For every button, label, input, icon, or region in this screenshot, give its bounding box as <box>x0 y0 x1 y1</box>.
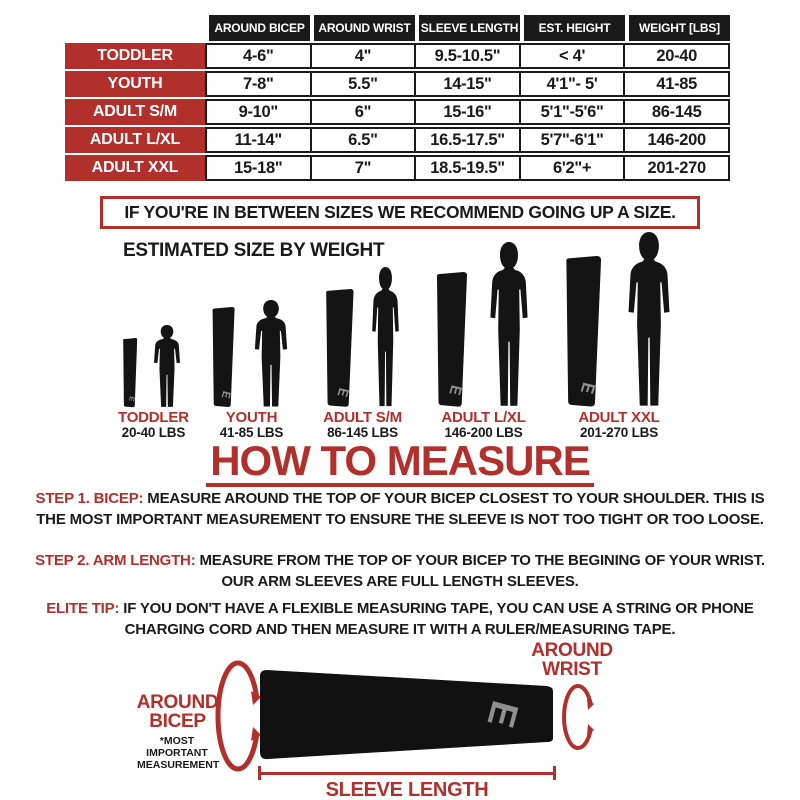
person-silhouette-adult-xxl <box>616 232 682 408</box>
cell-bicep: 11-14" <box>234 130 282 149</box>
figure-group-adult-xxl <box>556 232 682 440</box>
cell-height: 5'1"-5'6" <box>519 101 624 123</box>
row-cells <box>205 43 730 69</box>
person-silhouette-adult-lxl <box>479 242 539 408</box>
cell-bicep: 9-10" <box>238 102 278 121</box>
figure-weight-label: 201-270 LBS <box>579 425 659 440</box>
person-silhouette-youth <box>245 300 297 408</box>
col-header-around-wrist: AROUND WRIST <box>314 15 415 41</box>
around-bicep-label: AROUND BICEP <box>136 692 219 732</box>
sleeve-graphic-toddler <box>119 338 140 408</box>
table-row-adult-xxl <box>65 155 730 181</box>
cell-wrist: 6" <box>310 101 415 123</box>
row-label-adult-xxl: ADULT XXL <box>65 155 205 181</box>
person-silhouette-adult-sm <box>364 267 407 408</box>
cell-wrist: 5.5" <box>310 73 415 95</box>
table-row-toddler <box>65 43 730 69</box>
table-row-youth <box>65 71 730 97</box>
cell-height: 4'1"- 5' <box>519 73 624 95</box>
cell-length: 16.5-17.5" <box>414 129 519 151</box>
cell-weight: 41-85 <box>623 73 728 95</box>
bicep-ellipse <box>215 660 261 772</box>
elite-tip-text: IF YOU DON'T HAVE A FLEXIBLE MEASURING TAPE, YOU CAN USE A STRING OR PHONE CHARGING CORD AND THEN MEASURE IT WITH A RULER/MEASURING TAPE. <box>119 600 754 638</box>
row-label-adult-lxl: ADULT L/XL <box>65 127 205 153</box>
cell-length: 18.5-19.5" <box>414 157 519 179</box>
row-cells <box>205 155 730 181</box>
figure-weight-label: 20-40 LBS <box>121 425 186 440</box>
step-1-label: STEP 1. BICEP: <box>35 490 144 507</box>
cell-wrist: 7" <box>310 157 415 179</box>
row-cells <box>205 127 730 153</box>
cell-wrist: 4" <box>310 45 415 67</box>
sleeve-graphic-adult-xxl <box>556 256 608 408</box>
row-cells <box>205 99 730 125</box>
table-row-adult-lxl <box>65 127 730 153</box>
person-silhouette-toddler <box>146 325 188 408</box>
cell-weight: 86-145 <box>623 101 728 123</box>
step-2-text: MEASURE FROM THE TOP OF YOUR BICEP TO THE BEGINING OF YOUR WRIST. OUR ARM SLEEVES ARE FULL LENGTH SLEEVES. <box>195 552 765 590</box>
sleeve-length-label: SLEEVE LENGTH <box>325 779 489 800</box>
cell-bicep: 15-18" <box>234 158 283 177</box>
step-2-arm-length <box>27 551 773 592</box>
figure-group-adult-lxl <box>428 242 539 440</box>
figure-group-adult-sm <box>318 267 407 440</box>
cell-height: < 4' <box>519 45 624 67</box>
around-wrist-label: AROUND WRIST <box>531 640 613 680</box>
table-corner-spacer <box>65 15 205 41</box>
how-to-measure-section <box>0 437 800 487</box>
col-header-weight: WEIGHT [LBS] <box>629 15 730 41</box>
length-bar <box>258 772 556 775</box>
row-label-youth: YOUTH <box>65 71 205 97</box>
cell-length: 14-15" <box>414 73 519 95</box>
cell-length: 15-16" <box>414 101 519 123</box>
cell-height: 6'2"+ <box>519 157 624 179</box>
length-tick-right <box>553 766 556 780</box>
bicep-most-important-note: *MOST IMPORTANT MEASUREMENT <box>137 735 220 771</box>
between-sizes-banner: IF YOU'RE IN BETWEEN SIZES WE RECOMMEND GOING UP A SIZE. <box>100 196 700 229</box>
wrist-ellipse <box>560 682 596 752</box>
how-to-measure-heading: HOW TO MEASURE <box>206 440 594 487</box>
sleeve-graphic-adult-lxl <box>428 272 473 408</box>
cell-bicep: 7-8" <box>243 74 274 93</box>
col-header-est-height: EST. HEIGHT <box>524 15 625 41</box>
col-header-sleeve-length: SLEEVE LENGTH <box>419 15 520 41</box>
figure-size-label: ADULT S/M <box>323 409 402 426</box>
step-1-text: MEASURE AROUND THE TOP OF YOUR BICEP CLOSEST TO YOUR SHOULDER. THIS IS THE MOST IMPORTANT MEASUREMENT TO ENSURE THE SLEEVE IS NOT TOO TIGHT OR TOO LOOSE. <box>36 490 765 528</box>
table-row-adult-sm <box>65 99 730 125</box>
step-1-bicep <box>27 489 773 530</box>
figure-weight-label: 146-200 LBS <box>444 425 523 440</box>
sleeve-graphic-youth <box>206 307 239 408</box>
cell-weight: 20-40 <box>623 45 728 67</box>
sleeve-diagram-graphic <box>256 664 558 764</box>
sleeve-e-logo-large: E <box>478 696 526 732</box>
figure-group-youth <box>206 300 297 440</box>
figure-size-label: ADULT XXL <box>578 409 660 426</box>
figure-size-label: ADULT L/XL <box>441 409 526 426</box>
size-table-header <box>65 15 730 41</box>
elite-tip-label: ELITE TIP: <box>46 600 120 617</box>
cell-weight: 201-270 <box>623 157 728 179</box>
size-figures <box>0 228 800 440</box>
figure-weight-label: 86-145 LBS <box>327 425 398 440</box>
cell-length: 9.5-10.5" <box>414 45 519 67</box>
cell-bicep: 4-6" <box>243 46 274 65</box>
figure-group-toddler <box>118 325 189 440</box>
row-cells <box>205 71 730 97</box>
cell-weight: 146-200 <box>623 129 728 151</box>
row-label-adult-sm: ADULT S/M <box>65 99 205 125</box>
row-label-toddler: TODDLER <box>65 43 205 69</box>
elite-tip <box>27 599 773 640</box>
figure-weight-label: 41-85 LBS <box>219 425 284 440</box>
figure-size-label: YOUTH <box>225 409 278 426</box>
estimated-size-heading: ESTIMATED SIZE BY WEIGHT <box>123 240 385 261</box>
col-header-around-bicep: AROUND BICEP <box>209 15 310 41</box>
figure-size-label: TODDLER <box>118 409 189 426</box>
sleeve-length-line <box>258 766 556 780</box>
cell-wrist: 6.5" <box>310 129 415 151</box>
sleeve-graphic-adult-sm <box>318 289 359 408</box>
cell-height: 5'7"-6'1" <box>519 129 624 151</box>
step-2-label: STEP 2. ARM LENGTH: <box>35 552 196 569</box>
